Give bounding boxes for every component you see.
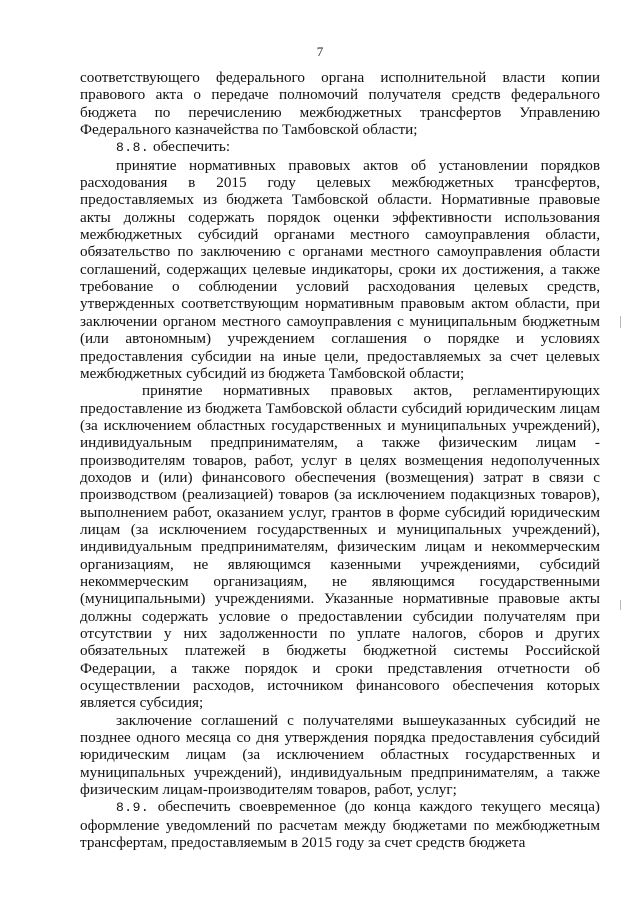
paragraph-normative-acts: принятие нормативных правовых актов об установлении порядков расходования в 2015 году целевых межбюджетных трансфертов, предоставляемых из бюджета Тамбовской области. Нормативные правовые акты должны содержать порядок оценки эффективности использования межбюджетных субсидий органами местного самоуправления области, обязательство по заключению с органами местного самоуправления области соглашений, содержащих целевые индикаторы, сроки их достижения, а также требование о соблюдении условий расходования целевых средств, утвержденных соответствующим нормативным правовым актом области, при заключении органом местного самоуправления с муниципальным бюджетным (или автономным) учреждением соглашения о порядке и условиях предоставления субсидии на иные цели, предоставляемых за счет целевых межбюджетных субсидий из бюджета Тамбовской области; — [80, 156, 600, 382]
clause-text: обеспечить: — [149, 138, 231, 156]
paragraph-federal-act: соответствующего федерального органа исполнительной власти копии правового акта о передаче полномочий получателя средств федерального бюджета по перечислению межбюджетных трансфертов Управлению Федерального казначейства по Тамбовской области; — [80, 69, 600, 139]
clause-8-8 — [80, 138, 600, 156]
page-number: 7 — [316, 44, 324, 59]
clause-number: 8.8. — [116, 140, 150, 156]
paragraph-agreements: заключение соглашений с получателями вышеуказанных субсидий не позднее одного месяца со дня утверждения порядка предоставления субсидий юридическим лицам (за исключением областных государственных и муниципальных учреждений), индивидуальным предпринимателям, а также физическим лицам-производителям товаров, работ, услуг; — [80, 711, 600, 799]
scan-margin-mark — [620, 600, 621, 610]
paragraph-subsidies-regulation: принятие нормативных правовых актов, регламентирующих предоставление из бюджета Тамбовской области субсидий юридическим лицам (за исключением областных государственных и муниципальных учреждений), индивидуальным предпринимателям, а также физическим лицам - производителям товаров, работ, услуг в целях возмещения недополученных доходов и (или) финансового обеспечения (возмещения) затрат в связи с производством (реализацией) товаров (за исключением подакцизных товаров), выполнением работ, оказанием услуг, грантов в форме субсидий юридическим лицам (за исключением государственных и муниципальных учреждений), индивидуальным предпринимателям, физическим лицам и некоммерческим организациям, не являющимся казенными учреждениями, субсидий некоммерческим организациям, не являющимся государственными (муниципальными) учреждениями. Указанные нормативные правовые акты должны содержать условие о предоставлении субсидии получателям при отсутствии у них задолженности по уплате налогов, сборов и других обязательных платежей в бюджеты бюджетной системы Российской Федерации, а также порядок и сроки представления отчетности об осуществлении расходов, источником финансового обеспечения которых является субсидия; — [80, 382, 600, 712]
clause-8-9 — [80, 798, 600, 851]
clause-text: обеспечить своевременное (до конца каждого текущего месяца) оформление уведомлений по расчетам между бюджетами по межбюджетным трансфертам, предоставляемым в 2015 году за счет средств бюджета — [80, 798, 600, 852]
document-body — [80, 69, 600, 851]
scan-margin-mark — [620, 316, 621, 328]
clause-number: 8.9. — [116, 800, 150, 816]
